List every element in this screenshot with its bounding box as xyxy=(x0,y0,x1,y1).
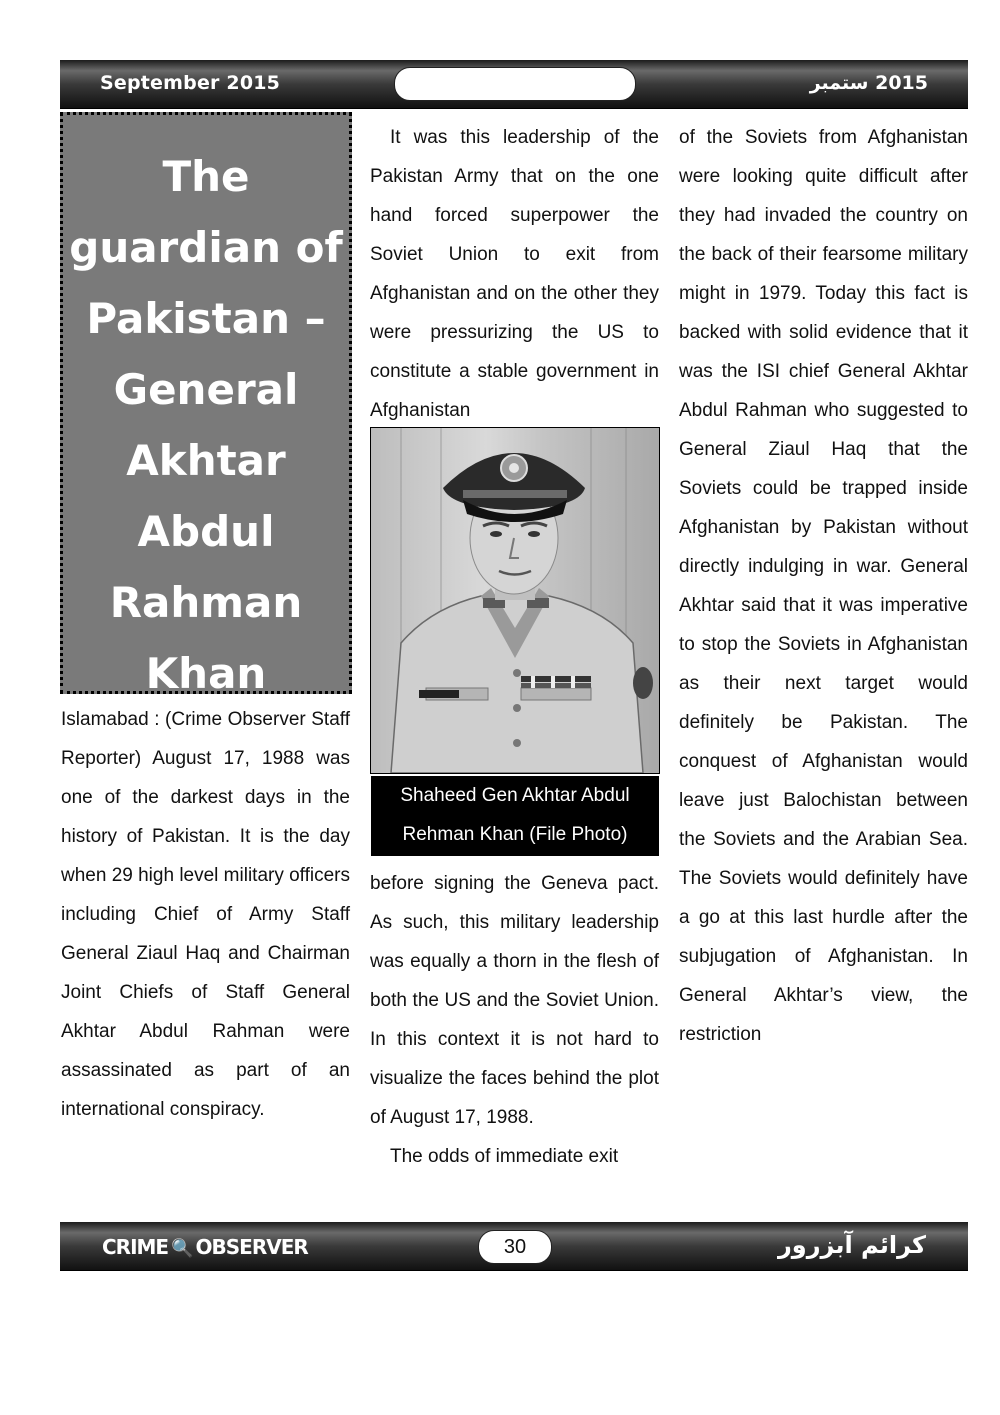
column-2-text-bottom-2: The odds of immediate exit xyxy=(390,1146,619,1167)
headline-box xyxy=(60,112,352,698)
article-column-2-bottom xyxy=(370,864,659,1176)
article-column-3 xyxy=(679,118,968,1054)
portrait-illustration xyxy=(371,428,659,773)
issue-date-urdu: 2015 ستمبر xyxy=(809,72,928,94)
portrait-photo xyxy=(370,427,660,774)
page-number: 30 xyxy=(478,1230,552,1264)
headline: The guardian of Pakistan – General Akhtar Abdul Rahman Khan xyxy=(69,152,343,698)
column-3-text: of the Soviets from Afghanistan were looking quite difficult after they had invaded the country on the back of their fearsome military might in 1979. Today this fact is backed with solid evidence that it was the ISI chief General Akhtar Abdul Rahman who suggested to General Ziaul Haq that the Soviets could be trapped inside Afghanistan by Pakistan without directly indulging in war. General Akhtar said that it was imperative to stop the Soviets in Afghanistan as their next target would definitely be Pakistan. The conquest of Afghanistan would leave just Balochistan between the Soviets and the Arabian Sea. The Soviets would definitely have a go at this last hurdle after the subjugation of Afghanistan. In General Akhtar’s view, the restriction xyxy=(679,127,968,1045)
magnifier-icon: 🔍 xyxy=(171,1238,193,1259)
column-2-text-bottom: before signing the Geneva pact. As such, this military leadership was equally a thorn in the flesh of both the US and the Soviet Union. In this context it is not hard to visualize the faces behind the plot of August 17, 1988. xyxy=(370,873,659,1128)
brand-name-part2: OBSERVER xyxy=(195,1235,308,1259)
issue-date: September 2015 xyxy=(100,72,281,94)
brand-logo xyxy=(102,1235,308,1259)
photo-caption: Shaheed Gen Akhtar Abdul Rehman Khan (File Photo) xyxy=(371,776,659,856)
brand-name-part1: CRIME xyxy=(102,1235,169,1259)
article-column-2-top xyxy=(370,118,659,430)
brand-logo-urdu: کرائم آبزرور xyxy=(777,1231,926,1259)
header-title-pill xyxy=(394,67,636,101)
footer-bar xyxy=(60,1222,968,1270)
article-column-1 xyxy=(61,700,350,1129)
column-1-text: Islamabad : (Crime Observer Staff Reporter) August 17, 1988 was one of the darkest days in the history of Pakistan. It is the day when 29 high level military officers including Chief of Army Staff General Ziaul Haq and Chairman Joint Chiefs of Staff General Akhtar Abdul Rahman were assassinated as part of an international conspiracy. xyxy=(61,709,351,1120)
header-bar xyxy=(60,60,968,108)
column-2-text-top: It was this leadership of the Pakistan Army that on the one hand forced superpower the Soviet Union to exit from Afghanistan and on the other they were pressurizing the US to constitute a stable government in Afghanistan xyxy=(370,127,659,421)
